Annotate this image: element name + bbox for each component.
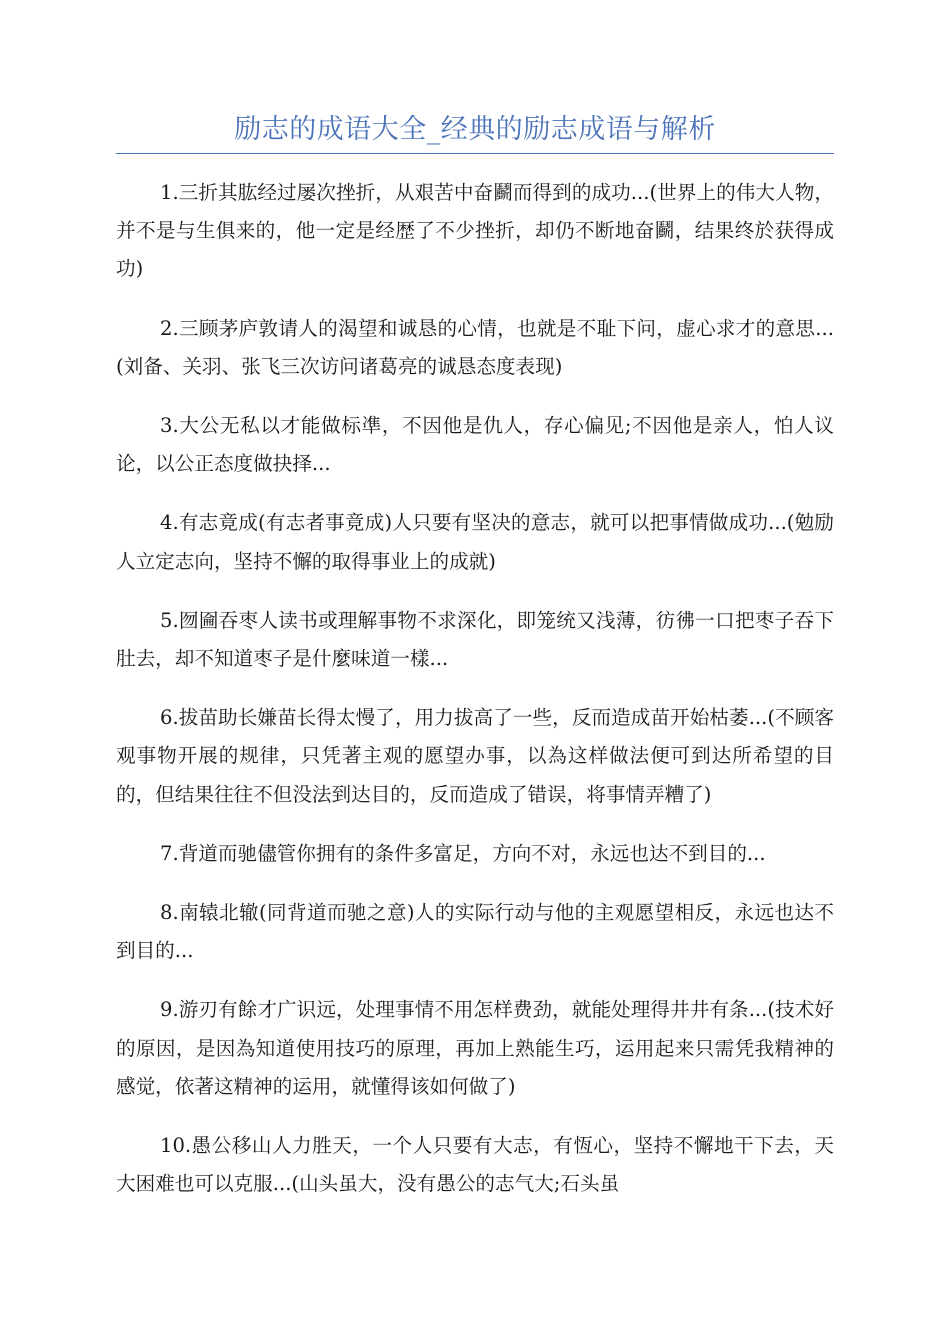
idiom-paragraph-6: 6.拔苗助长嫌苗长得太慢了，用力拔高了一些，反而造成苗开始枯萎...(不顾客观事物开展的规律，只凭著主观的愿望办事，以為这样做法便可到达所希望的目的，但结果往往不但没法到达目的，反而造成了错误，将事情弄糟了) — [116, 706, 834, 806]
idiom-paragraph-5: 5.囫圇吞枣人读书或理解事物不求深化，即笼统又浅薄，彷彿一口把枣子吞下肚去，却不知道枣子是什麼味道一樣... — [116, 608, 834, 671]
idiom-paragraph-3: 3.大公无私以才能做标凖，不因他是仇人，存心偏见;不因他是亲人，怕人议论，以公正态度做抉择... — [116, 414, 834, 476]
idiom-paragraph-1: 1.三折其肱经过屡次挫折，从艰苦中奋鬬而得到的成功...(世界上的伟大人物，并不是与生俱来的，他一定是经歴了不少挫折，却仍不断地奋鬬，结果终於获得成功) — [116, 181, 834, 281]
idiom-paragraph-9: 9.游刃有餘才广识远，处理事情不用怎样费劲，就能处理得井井有条...(技术好的原因，是因為知道使用技巧的原理，再加上熟能生巧，运用起来只需凭我精神的感觉，依著这精神的运用，就懂得该如何做了) — [116, 998, 834, 1098]
article-body — [116, 174, 834, 1224]
idiom-paragraph-8: 8.南辕北辙(同背道而驰之意)人的实际行动与他的主观愿望相反，永远也达不到目的... — [116, 901, 834, 963]
idiom-paragraph-2: 2.三顾茅庐敦请人的渴望和诚恳的心情，也就是不耻下问，虚心求才的意思...(刘备、关羽、张飞三次访问诸葛亮的诚恳态度表现) — [116, 316, 834, 378]
idiom-paragraph-4: 4.有志竟成(有志者事竟成)人只要有坚决的意志，就可以把事情做成功...(勉励人立定志向，坚持不懈的取得事业上的成就) — [116, 511, 834, 573]
idiom-paragraph-7: 7.背道而驰儘管你拥有的条件多富足，方向不对，永远也达不到目的... — [160, 841, 766, 865]
title-underline — [116, 153, 834, 154]
idiom-paragraph-10: 10.愚公移山人力胜天，一个人只要有大志，有恆心，坚持不懈地干下去，天大困难也可以克服...(山头虽大，没有愚公的志气大;石头虽 — [116, 1134, 834, 1196]
page-title: 励志的成语大全_经典的励志成语与解析 — [234, 114, 716, 145]
